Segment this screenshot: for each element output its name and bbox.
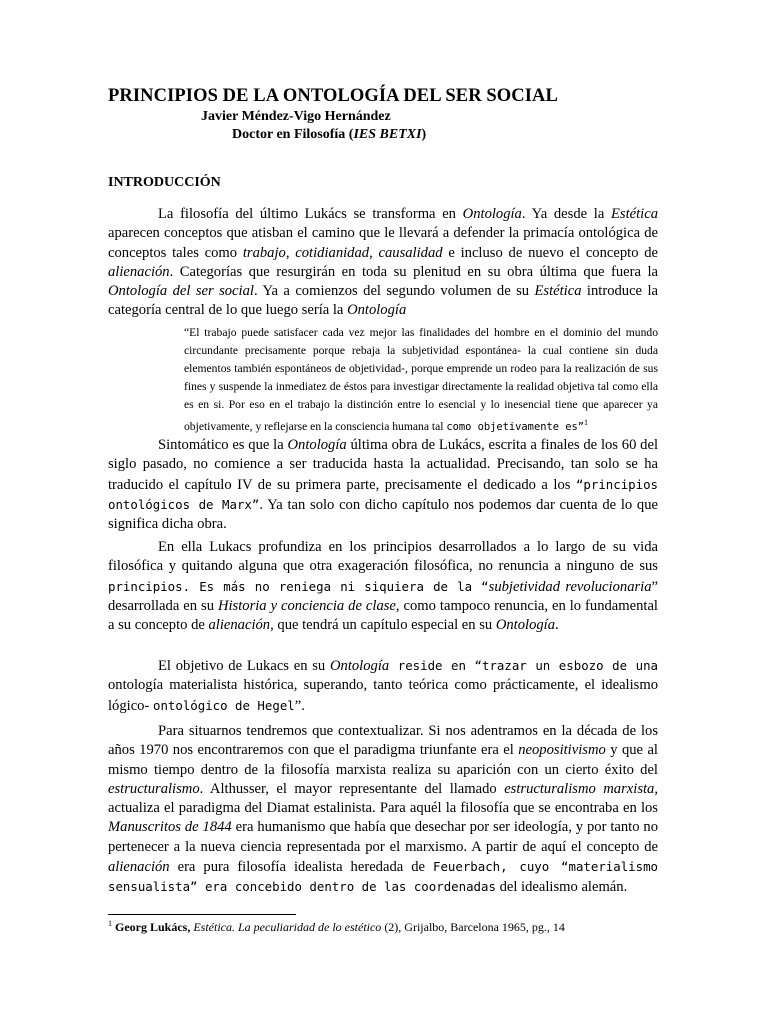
- footnote-divider: [108, 914, 296, 915]
- footnote-author: Georg Lukács,: [115, 920, 191, 934]
- author-role: Doctor en Filosofía (IES BETXI): [232, 127, 427, 142]
- paragraph-4: El objetivo de Lukacs en su Ontología reside en “trazar un esbozo de una ontología materialista histórica, superando, tanto teórica como prácticamente, el idealismo lógico- ontológico de Hegel”.: [108, 658, 658, 714]
- section-heading: INTRODUCCIÓN: [108, 175, 221, 190]
- paragraph-2: Sintomático es que la Ontología última obra de Lukács, escrita a finales de los 60 del siglo pasado, no comience a ser traducida hasta la actualidad. Precisando, tan solo se ha traducido el capítulo IV de su primera parte, precisamente el dedicado a los “principios ontológicos de Marx”. Ya tan solo con dicho capítulo nos podemos dar cuenta de lo que significa dicha obra.: [108, 437, 659, 533]
- paragraph-1: La filosofía del último Lukács se transforma en Ontología. Ya desde la Estética aparecen conceptos que atisban el camino que le llevará a defender la primacía ontológica de conceptos tales como trabajo, cotidianidad, causalidad e incluso de nuevo el concepto de alienación. Categorías que resurgirán en toda su plenitud en su obra última que fuera la Ontología del ser social. Ya a comienzos del segundo volumen de su Estética introduce la categoría central de lo que luego sería la Ontología: [108, 206, 659, 319]
- footnote-work: Estética. La peculiaridad de lo estético: [193, 920, 382, 934]
- paragraph-5: Para situarnos tendremos que contextualizar. Si nos adentramos en la década de los años 1970 nos encontraremos con que el paradigma triunfante era el neopositivismo y que al mismo tiempo dentro de la filosofía marxista realiza su aparición con un cierto éxito del estructuralismo. Althusser, el mayor representante del llamado estructuralismo marxista, actualiza el paradigma del Diamat estalinista. Para aquél la filosofía que se encontraba en los Manuscritos de 1844 era humanismo que había que desechar por ser ideología, y por tanto no pertenecer a la nueva ciencia representada por el marxismo. A partir de aquí el concepto de alienación era pura filosofía idealista heredada de Feuerbach, cuyo “materialismo sensualista” era concebido dentro de las coordenadas del idealismo alemán.: [108, 723, 659, 896]
- footnote-1: $^1$ Georg Lukács, Estética. La peculiaridad de lo estético (2), Grijalbo, Barcelona 1965, pg., 14: [108, 919, 565, 934]
- paragraph-3: En ella Lukacs profundiza en los principios desarrollados a lo largo de su vida filosófica y quitando alguna que otra exageración filosófica, no renuncia a ninguno de sus principios. Es más no reniega ni siquiera de la “subjetividad revolucionaria” desarrollada en su Historia y conciencia de clase, como tampoco renuncia, en lo fundamental a su concepto de alienación, que tendrá un capítulo especial en su Ontología.: [108, 539, 658, 634]
- footnote-reference[interactable]: 1: [584, 418, 588, 427]
- author-name: Javier Méndez-Vigo Hernández: [201, 109, 391, 124]
- institution-name: IES BETXI: [353, 127, 422, 142]
- document-title: PRINCIPIOS DE LA ONTOLOGÍA DEL SER SOCIAL: [108, 86, 558, 106]
- block-quote: “El trabajo puede satisfacer cada vez mejor las finalidades del hombre en el dominio del mundo circundante precisamente porque rebaja la subjetividad espontánea- la cual contiene sin duda elementos también espontáneos de objetividad-, porque emprende un rodeo para la realización de sus fines y suspende la inmediatez de éstos para investigar directamente la realidad objetiva tal como ella es en si. Por eso en el trabajo la distinción entre lo esencial y lo inesencial tiene que aparecer ya objetivamente, y reflejarse en la consciencia humana tal como objetivamente es”$^1$: [184, 326, 658, 433]
- footnote-number: 1: [108, 919, 112, 928]
